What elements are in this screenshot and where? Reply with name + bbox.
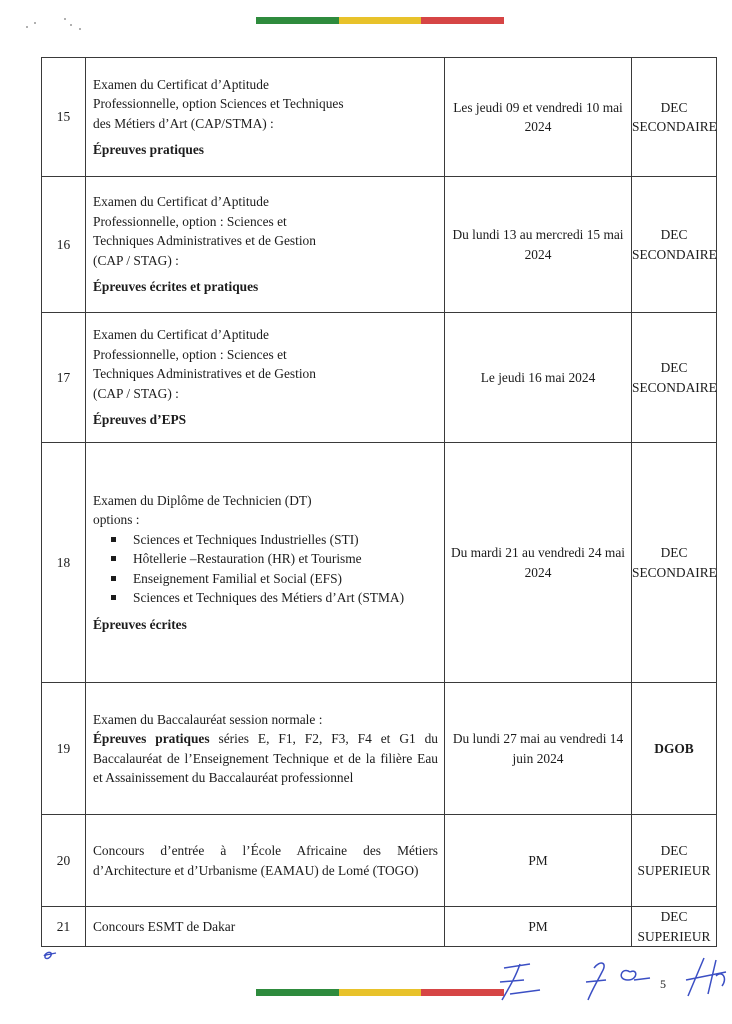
options-list bbox=[93, 530, 438, 608]
row-number: 19 bbox=[42, 683, 86, 815]
desc-line: Professionnelle, option Sciences et Techniques bbox=[93, 96, 344, 111]
desc-text: Concours d’entrée à l’École Africaine des Métiers d’Architecture et d’Urbanisme (EAMAU) de Lomé (TOGO) bbox=[93, 843, 438, 878]
exam-dates: Le jeudi 16 mai 2024 bbox=[445, 313, 632, 443]
desc-paragraph bbox=[93, 729, 438, 788]
flag-color-bar-top bbox=[256, 17, 504, 24]
exam-type: Épreuves écrites bbox=[93, 616, 187, 632]
responsible-office: DEC SECONDAIRE bbox=[632, 313, 717, 443]
list-item: Sciences et Techniques des Métiers d’Art (STMA) bbox=[133, 588, 438, 608]
row-number: 20 bbox=[42, 815, 86, 907]
exam-dates: Du lundi 27 mai au vendredi 14 juin 2024 bbox=[445, 683, 632, 815]
responsible-office: DEC SECONDAIRE bbox=[632, 58, 717, 177]
exam-dates: Les jeudi 09 et vendredi 10 mai 2024 bbox=[445, 58, 632, 177]
exam-type: Épreuves pratiques bbox=[93, 731, 210, 746]
exam-type: Épreuves pratiques bbox=[93, 142, 204, 157]
exam-description bbox=[86, 815, 445, 907]
desc-line: Examen du Baccalauréat session normale : bbox=[93, 711, 323, 727]
row-number: 18 bbox=[42, 443, 86, 683]
desc-line: Professionnelle, option : Sciences et bbox=[93, 346, 287, 362]
desc-line: Examen du Certificat d’Aptitude bbox=[93, 194, 269, 210]
desc-line: options : bbox=[93, 512, 140, 528]
desc-text: Concours ESMT de Dakar bbox=[93, 918, 236, 934]
responsible-office: DEC SECONDAIRE bbox=[632, 177, 717, 313]
table-row bbox=[42, 815, 717, 907]
exam-description bbox=[86, 907, 445, 947]
flag-stripe-red bbox=[421, 17, 504, 24]
responsible-office: DEC SUPERIEUR bbox=[632, 815, 717, 907]
scan-specks bbox=[24, 14, 84, 34]
table-row bbox=[42, 443, 717, 683]
flag-stripe-red bbox=[421, 989, 504, 996]
exam-type: Épreuves écrites et pratiques bbox=[93, 279, 259, 295]
flag-stripe-green bbox=[256, 17, 339, 24]
desc-line: Techniques Administratives et de Gestion bbox=[93, 233, 316, 249]
list-item: Hôtellerie –Restauration (HR) et Tourisme bbox=[133, 549, 438, 569]
desc-line: (CAP / STAG) : bbox=[93, 252, 179, 268]
flag-stripe-yellow bbox=[339, 989, 422, 996]
responsible-office: DEC SUPERIEUR bbox=[632, 907, 717, 947]
exam-description bbox=[86, 177, 445, 313]
responsible-office: DGOB bbox=[632, 683, 717, 815]
desc-line: Examen du Certificat d’Aptitude bbox=[93, 327, 269, 343]
table-row bbox=[42, 313, 717, 443]
exam-dates: PM bbox=[445, 907, 632, 947]
exam-description bbox=[86, 313, 445, 443]
exam-schedule-table bbox=[41, 57, 717, 947]
initials-signatures bbox=[490, 950, 730, 1010]
desc-line: Techniques Administratives et de Gestion bbox=[93, 366, 316, 382]
page-number: 5 bbox=[660, 977, 666, 991]
pen-mark bbox=[40, 944, 70, 964]
exam-type: Épreuves d’EPS bbox=[93, 412, 187, 428]
flag-color-bar-bottom bbox=[256, 989, 504, 996]
responsible-office: DEC SECONDAIRE bbox=[632, 443, 717, 683]
list-item: Sciences et Techniques Industrielles (STI) bbox=[133, 530, 438, 550]
exam-description bbox=[86, 683, 445, 815]
exam-description bbox=[86, 58, 445, 177]
desc-line: (CAP / STAG) : bbox=[93, 385, 179, 401]
desc-line: Professionnelle, option : Sciences et bbox=[93, 213, 287, 229]
table-row bbox=[42, 683, 717, 815]
exam-dates: PM bbox=[445, 815, 632, 907]
table-row bbox=[42, 177, 717, 313]
row-number: 15 bbox=[42, 58, 86, 177]
flag-stripe-yellow bbox=[339, 17, 422, 24]
exam-description bbox=[86, 443, 445, 683]
desc-line: des Métiers d’Art (CAP/STMA) : bbox=[93, 115, 274, 131]
table-row bbox=[42, 58, 717, 177]
desc-text: séries E, F1, F2, F3, F4 et G1 du Baccalauréat de l’Enseignement Technique et de la filière Eau et Assainissement du Baccalauréat professionnel bbox=[93, 731, 439, 785]
row-number: 17 bbox=[42, 313, 86, 443]
exam-dates: Du lundi 13 au mercredi 15 mai 2024 bbox=[445, 177, 632, 313]
list-item: Enseignement Familial et Social (EFS) bbox=[133, 569, 438, 589]
row-number: 21 bbox=[42, 907, 86, 947]
desc-line: Examen du Diplôme de Technicien (DT) bbox=[93, 492, 312, 508]
desc-line: Examen du Certificat d’Aptitude bbox=[93, 76, 269, 92]
row-number: 16 bbox=[42, 177, 86, 313]
table-row bbox=[42, 907, 717, 947]
exam-dates: Du mardi 21 au vendredi 24 mai 2024 bbox=[445, 443, 632, 683]
flag-stripe-green bbox=[256, 989, 339, 996]
